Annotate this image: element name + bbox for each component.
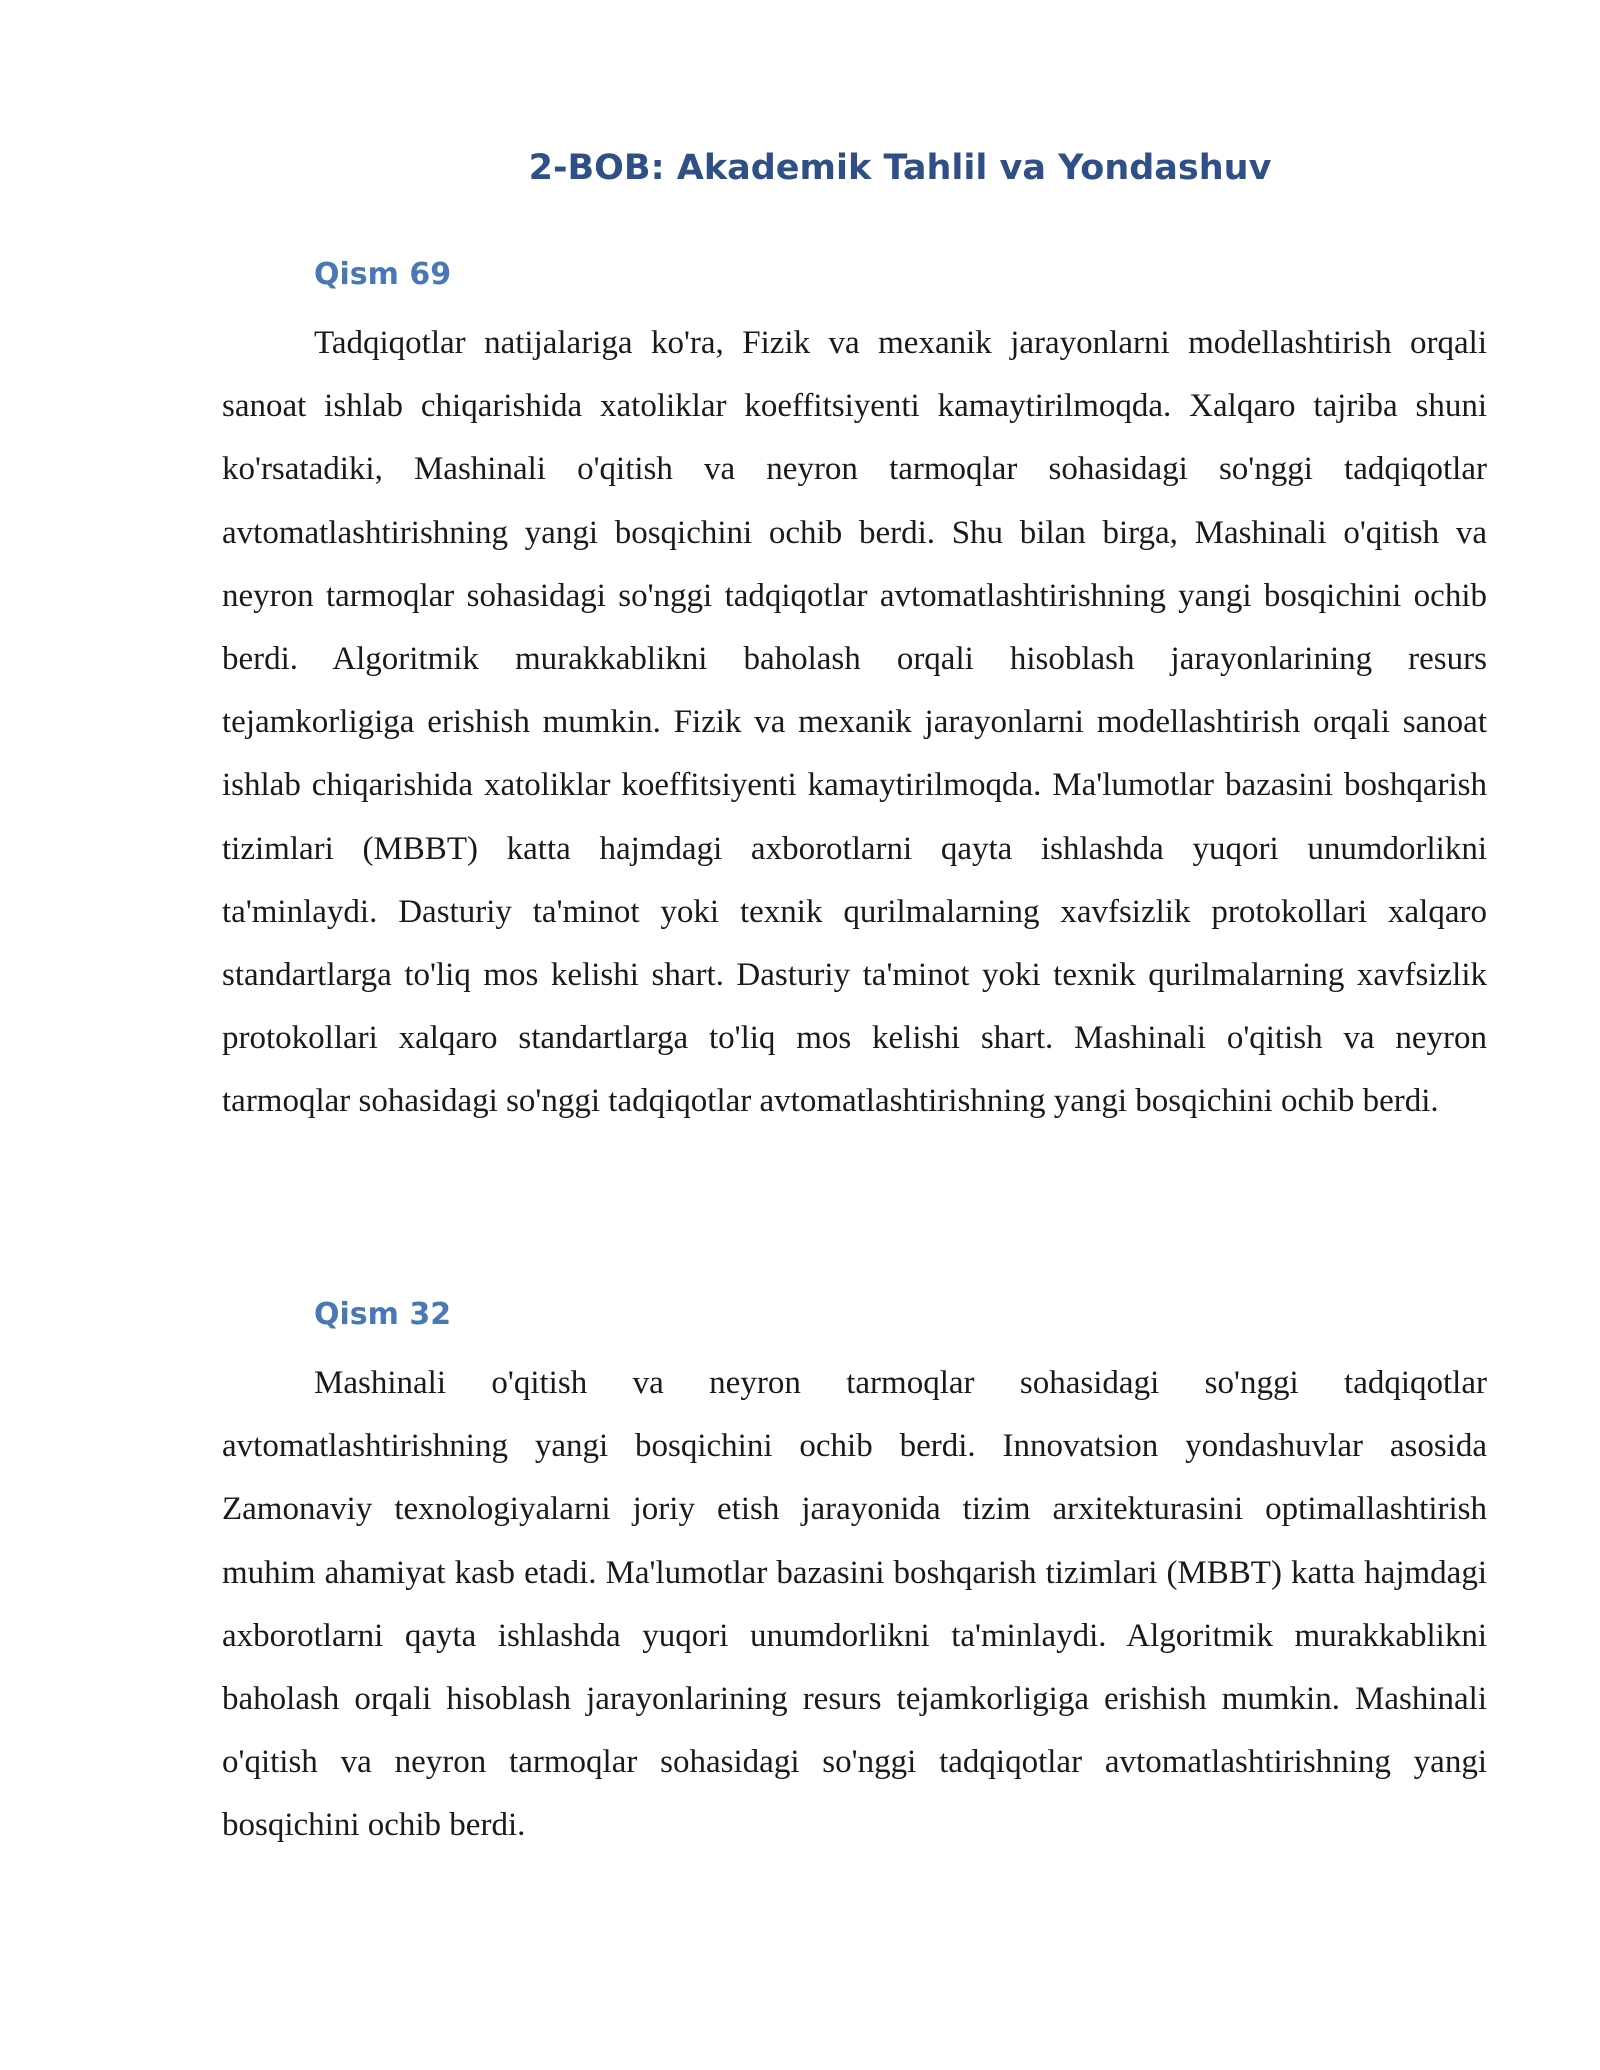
section-heading: Qism 32 — [314, 1297, 452, 1332]
chapter-title: 2-BOB: Akademik Tahlil va Yondashuv — [528, 148, 1272, 188]
section-heading: Qism 69 — [314, 257, 452, 292]
section — [222, 1292, 1487, 1858]
section-paragraph: Mashinali o'qitish va neyron tarmoqlar sohasidagi so'nggi tadqiqotlar avtomatlashtirishning yangi bosqichini ochib berdi. Innovatsion yondashuvlar asosida Zamonaviy texnologiyalarni joriy etish jarayonida tizim arxitekturasini optimallashtirish muhim ahamiyat kasb etadi. Ma'lumotlar bazasini boshqarish tizimlari (MBBT) katta hajmdagi axborotlarni qayta ishlashda yuqori unumdorlikni ta'minlaydi. Algoritmik murakkablikni baholash orqali hisoblash jarayonlarining resurs tejamkorligiga erishish mumkin. Mashinali o'qitish va neyron tarmoqlar sohasidagi so'nggi tadqiqotlar avtomatlashtirishning yangi bosqichini ochib berdi. — [222, 1365, 1487, 1844]
section — [222, 252, 1487, 1134]
section-paragraph: Tadqiqotlar natijalariga ko'ra, Fizik va mexanik jarayonlarni modellashtirish orqali sanoat ishlab chiqarishida xatoliklar koeffitsiyenti kamaytirilmoqda. Xalqaro tajriba shuni ko'rsatadiki, Mashinali o'qitish va neyron tarmoqlar sohasidagi so'nggi tadqiqotlar avtomatlashtirishning yangi bosqichini ochib berdi. Shu bilan birga, Mashinali o'qitish va neyron tarmoqlar sohasidagi so'nggi tadqiqotlar avtomatlashtirishning yangi bosqichini ochib berdi. Algoritmik murakkablikni baholash orqali hisoblash jarayonlarining resurs tejamkorligiga erishish mumkin. Fizik va mexanik jarayonlarni modellashtirish orqali sanoat ishlab chiqarishida xatoliklar koeffitsiyenti kamaytirilmoqda. Ma'lumotlar bazasini boshqarish tizimlari (MBBT) katta hajmdagi axborotlarni qayta ishlashda yuqori unumdorlikni ta'minlaydi. Dasturiy ta'minot yoki texnik qurilmalarning xavfsizlik protokollari xalqaro standartlarga to'liq mos kelishi shart. Dasturiy ta'minot yoki texnik qurilmalarning xavfsizlik protokollari xalqaro standartlarga to'liq mos kelishi shart. Mashinali o'qitish va neyron tarmoqlar sohasidagi so'nggi tadqiqotlar avtomatlashtirishning yangi bosqichini ochib berdi. — [222, 325, 1487, 1120]
